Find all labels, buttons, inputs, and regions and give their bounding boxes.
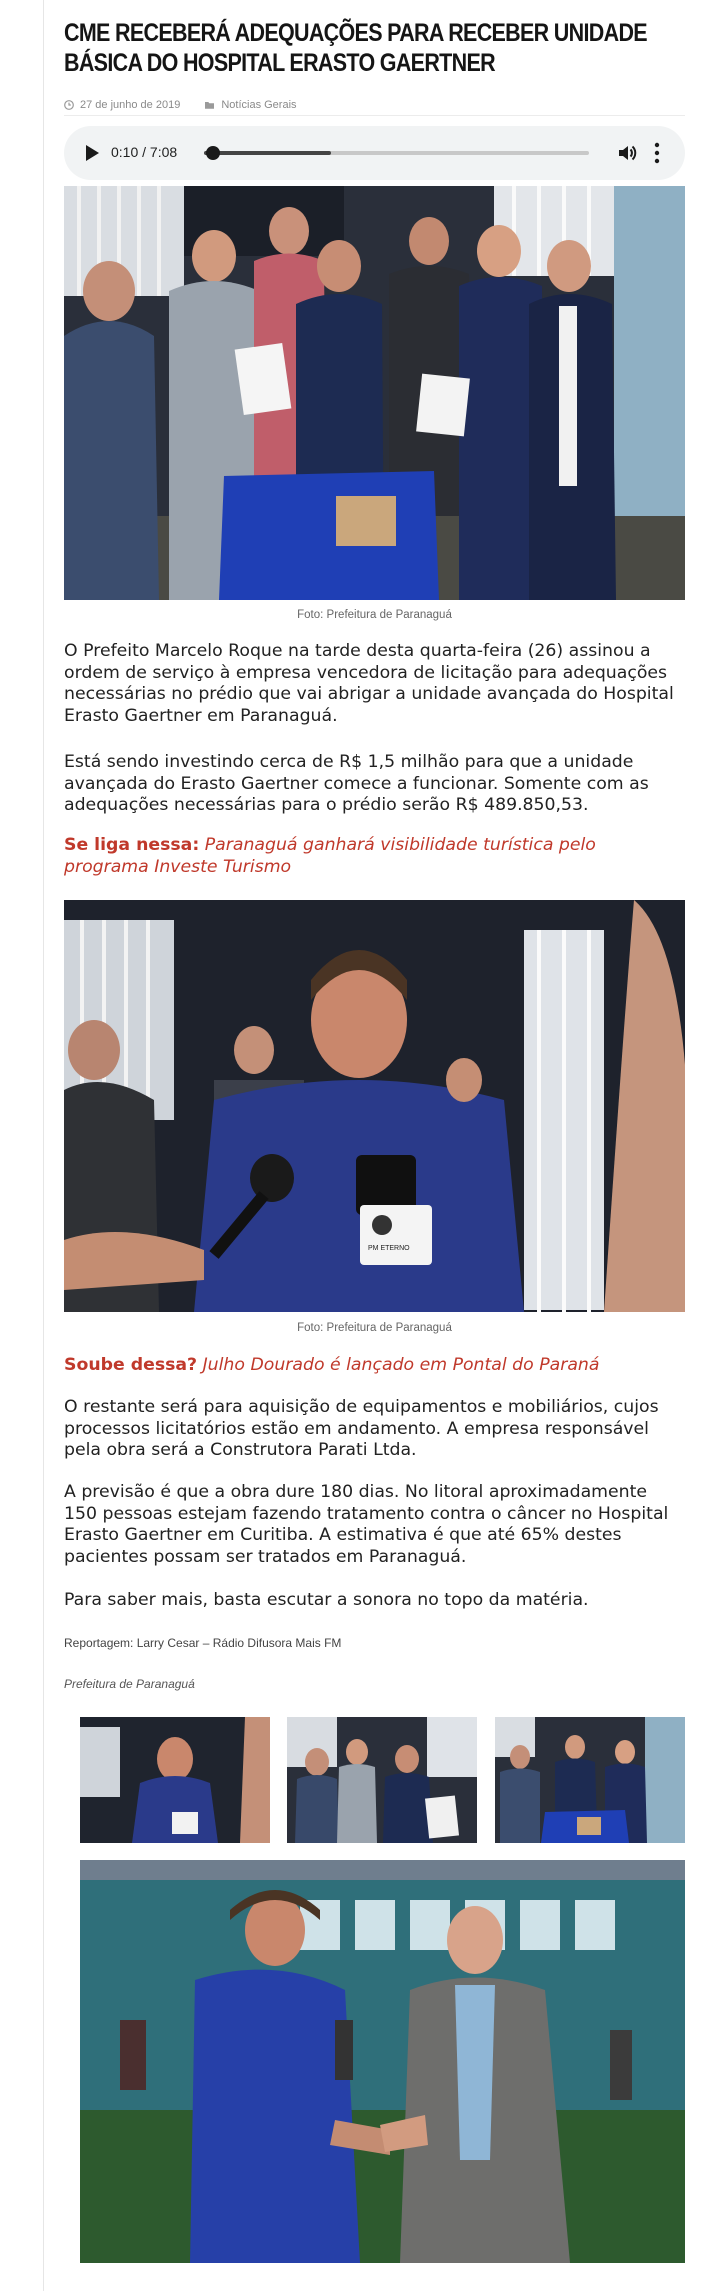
audio-seek-bar[interactable] <box>204 151 589 155</box>
article-photo-interview <box>64 900 685 1312</box>
gallery-thumb-2[interactable] <box>287 1717 477 1843</box>
related-link-2-title[interactable]: Julho Dourado é lançado em Pontal do Paraná <box>202 1355 600 1375</box>
article-paragraph-4: A previsão é que a obra dure 180 dias. No litoral aproximadamente 150 pessoas estejam fazendo tratamento contra o câncer no Hospital Erasto Gaertner em Curitiba. A estimativa é que até 65% destes pacientes possam ser tratados em Paranaguá. <box>64 1482 669 1567</box>
related-link-1-title[interactable]: Paranaguá ganhará visibilidade turística pelo programa Investe Turismo <box>64 835 596 877</box>
audio-player <box>64 126 685 180</box>
audio-seek-handle[interactable] <box>206 146 220 160</box>
related-link-1[interactable] <box>64 835 685 878</box>
article-date: 27 de junho de 2019 <box>80 99 181 111</box>
clock-icon <box>64 100 74 110</box>
gallery-photo-handshake[interactable] <box>80 1860 685 2263</box>
related-link-2[interactable] <box>64 1355 685 1377</box>
article-paragraph-2: Está sendo investindo cerca de R$ 1,5 milhão para que a unidade avançada do Erasto Gaertner comece a funcionar. Somente com as adequações necessárias para o prédio serão R$ 489.850,53. <box>64 752 649 815</box>
article-paragraph-5: Para saber mais, basta escutar a sonora no topo da matéria. <box>64 1590 589 1610</box>
source-credit: Prefeitura de Paranaguá <box>64 1677 195 1691</box>
article-photo-signing <box>64 186 685 600</box>
report-credit: Reportagem: Larry Cesar – Rádio Difusora Mais FM <box>64 1636 342 1650</box>
article-paragraph-3: O restante será para aquisição de equipamentos e mobiliários, cujos processos licitatórios estão em andamento. A empresa responsável pela obra será a Construtora Parati Ltda. <box>64 1397 659 1460</box>
audio-time: 0:10 / 7:08 <box>111 144 178 160</box>
volume-icon[interactable] <box>616 142 638 164</box>
audio-buffered <box>204 151 331 155</box>
column-divider <box>43 0 44 2291</box>
related-link-2-lead: Soube dessa? <box>64 1355 198 1375</box>
photo-caption-1: Foto: Prefeitura de Paranaguá <box>297 609 452 621</box>
article-title: CME RECEBERÁ ADEQUAÇÕES PARA RECEBER UNIDADE BÁSICA DO HOSPITAL ERASTO GAERTNER <box>64 19 647 77</box>
gallery-thumb-1[interactable] <box>80 1717 270 1843</box>
article-category-link[interactable]: Notícias Gerais <box>221 99 297 111</box>
photo-caption-2: Foto: Prefeitura de Paranaguá <box>297 1322 452 1334</box>
more-vertical-icon[interactable] <box>654 141 660 165</box>
related-link-1-lead: Se liga nessa: <box>64 835 200 855</box>
article-paragraph-1: O Prefeito Marcelo Roque na tarde desta quarta-feira (26) assinou a ordem de serviço à empresa vencedora de licitação para adequações necessárias no prédio que vai abrigar a unidade avançada do Hospital Erasto Gaertner em Paranaguá. <box>64 641 674 726</box>
meta-divider <box>64 115 685 116</box>
play-icon[interactable] <box>86 145 99 161</box>
gallery-thumb-3[interactable] <box>495 1717 685 1843</box>
article-meta <box>64 95 685 115</box>
folder-icon <box>204 100 215 110</box>
mic-flag-logo-text: PM ETERNO <box>368 1245 410 1252</box>
